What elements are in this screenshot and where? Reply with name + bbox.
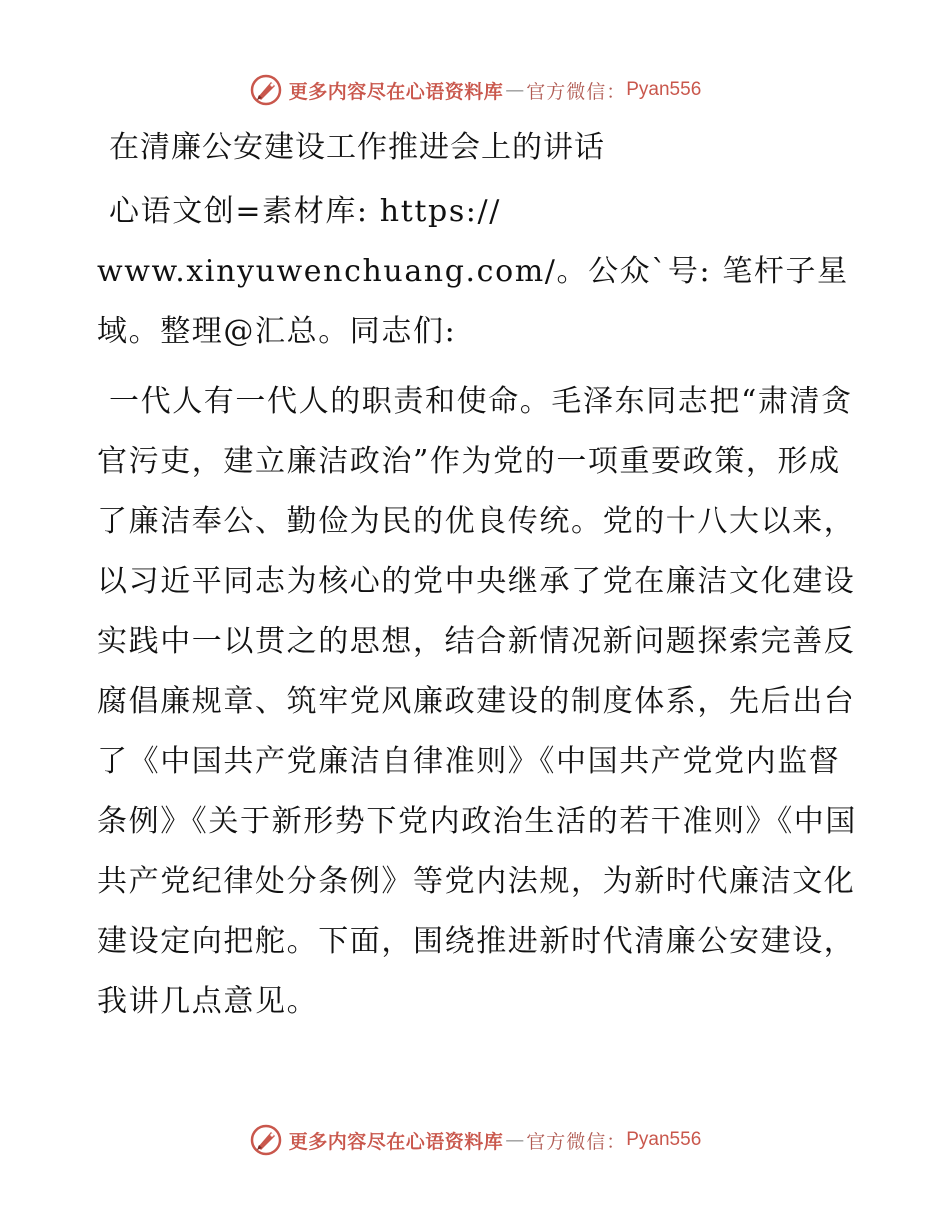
banner-official-label: 官方微信： <box>526 1130 627 1153</box>
banner-wechat-id: Pyan556 <box>626 1129 702 1150</box>
document-content <box>97 120 857 1032</box>
header-watermark-banner <box>0 70 950 110</box>
document-body-paragraph: 一代人有一代人的职责和使命。毛泽东同志把“肃清贪官污吏，建立廉洁政治”作为党的一项重要政策，形成了廉洁奉公、勤俭为民的优良传统。党的十八大以来，以习近平同志为核心的党中央继承了党在廉洁文化建设实践中一以贯之的思想，结合新情况新问题探索完善反腐倡廉规章、筑牢党风廉政建设的制度体系，先后出台了《中国共产党廉洁自律准则》《中国共产党党内监督条例》《关于新形势下党内政治生活的若干准则》《中国共产党纪律处分条例》等党内法规，为新时代廉洁文化建设定向把舵。下面，围绕推进新时代清廉公安建设，我讲几点意见。 <box>97 384 857 1019</box>
banner-dash: — <box>505 79 525 101</box>
footer-watermark-banner <box>0 1120 950 1160</box>
banner-official-label: 官方微信： <box>526 80 627 103</box>
document-title: 在清廉公安建设工作推进会上的讲话 <box>109 130 605 165</box>
banner-dash: — <box>505 1129 525 1151</box>
banner-wechat-id: Pyan556 <box>626 79 702 100</box>
pen-nib-logo-icon <box>249 1123 283 1157</box>
pen-nib-logo-icon <box>249 73 283 107</box>
banner-brand-text: 更多内容尽在心语资料库 <box>288 1130 504 1153</box>
banner-brand-text: 更多内容尽在心语资料库 <box>288 80 504 103</box>
document-intro-paragraph: 心语文创=素材库: https:// www.xinyuwenchuang.com/。公众`号: 笔杆子星域。整理@汇总。同志们: <box>97 194 849 349</box>
